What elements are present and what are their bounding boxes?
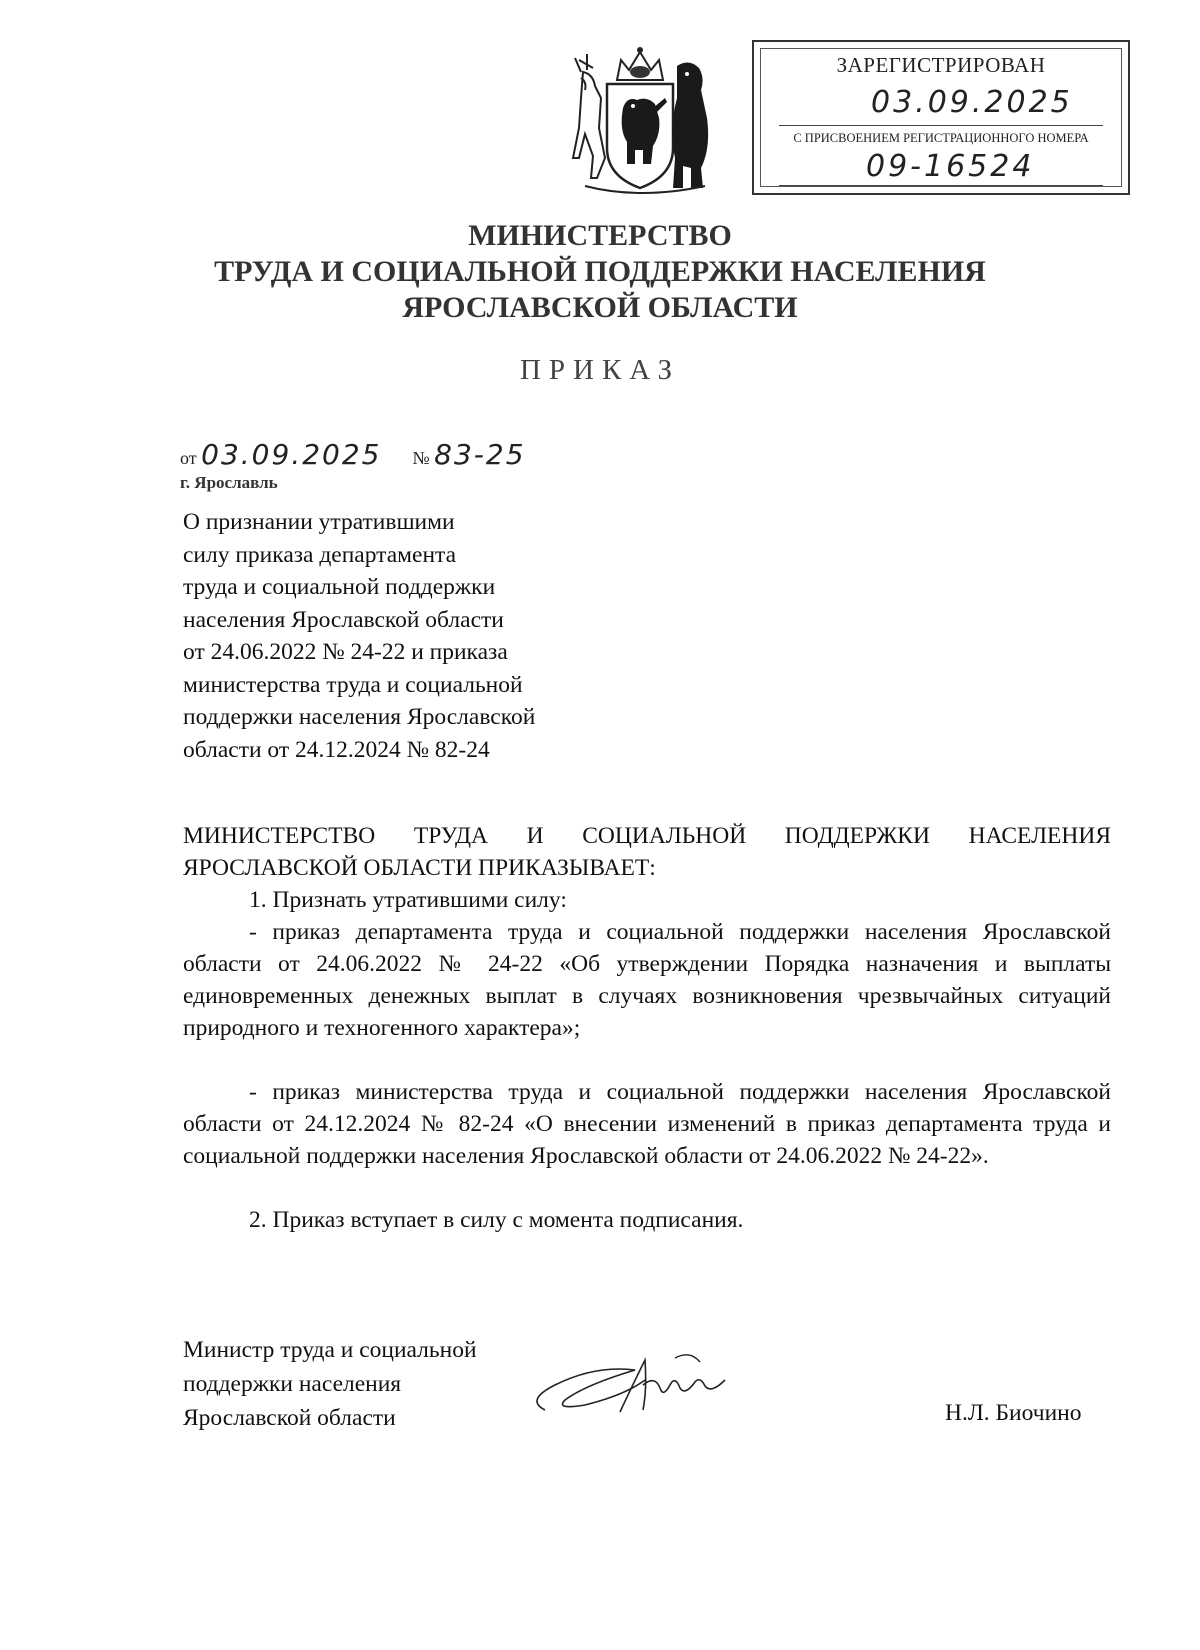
order-city: г. Ярославль	[180, 473, 278, 492]
bullet-2-paragraph: - приказ министерства труда и социальной поддержки населения Ярославской области от 24.12.2024 № 82-24 «О внесении изменений в приказ департамента труда и социальной поддержки населения Ярославской области от 24.06.2022 № 24-22».	[183, 1079, 1111, 1169]
item-2-paragraph: 2. Приказ вступает в силу с момента подписания.	[249, 1207, 744, 1233]
order-date-line	[180, 438, 526, 471]
stamp-divider	[779, 185, 1103, 186]
subject-line: силу приказа департамента	[183, 541, 457, 568]
subject-line: населения Ярославской области	[183, 606, 504, 633]
signatory-position	[183, 1333, 477, 1435]
ministry-title-line3: ЯРОСЛАВСКОЙ ОБЛАСТИ	[402, 291, 798, 324]
stamp-inner-border	[760, 48, 1122, 187]
signatory-position-line: Ярославской области	[183, 1405, 396, 1431]
order-subject	[183, 506, 535, 766]
coat-of-arms-emblem	[565, 38, 715, 198]
preamble-paragraph: МИНИСТЕРСТВО ТРУДА И СОЦИАЛЬНОЙ ПОДДЕРЖКИ НАСЕЛЕНИЯ ЯРОСЛАВСКОЙ ОБЛАСТИ ПРИКАЗЫВАЕТ:	[183, 823, 1111, 881]
from-label: от	[180, 448, 197, 468]
number-label: №	[412, 448, 430, 468]
signatory-position-line: поддержки населения	[183, 1371, 402, 1397]
subject-line: труда и социальной поддержки	[183, 574, 496, 600]
handwritten-signature	[525, 1340, 745, 1430]
bullet-1-paragraph: - приказ департамента труда и социальной поддержки населения Ярославской области от 24.06.2022 № 24-22 «Об утверждении Порядка назначения и выплаты единовременных денежных выплат в случаях возникновения чрезвычайных ситуаций природного и техногенного характера»;	[183, 919, 1111, 1041]
signatory-position-line: Министр труда и социальной	[183, 1337, 477, 1363]
subject-line: министерства труда и социальной	[183, 671, 523, 698]
stamp-subtitle: С ПРИСВОЕНИЕМ РЕГИСТРАЦИОННОГО НОМЕРА	[793, 131, 1089, 145]
stamp-registration-date: 03.09.2025	[871, 85, 1073, 120]
subject-line: О признании утратившими	[183, 509, 455, 535]
order-number: 83-25	[434, 438, 526, 471]
stamp-title: ЗАРЕГИСТРИРОВАН	[836, 53, 1046, 77]
ministry-title-line2: ТРУДА И СОЦИАЛЬНОЙ ПОДДЕРЖКИ НАСЕЛЕНИЯ	[214, 255, 986, 288]
subject-line: области от 24.12.2024 № 82-24	[183, 736, 490, 763]
stamp-divider	[779, 125, 1103, 126]
subject-line: поддержки населения Ярославской	[183, 704, 536, 730]
order-date: 03.09.2025	[201, 438, 382, 471]
ministry-title-line1: МИНИСТЕРСТВО	[468, 219, 732, 252]
stamp-registration-number: 09-16524	[866, 149, 1035, 184]
item-1-paragraph: 1. Признать утратившими силу:	[249, 887, 567, 913]
document-type-title: ПРИКАЗ	[519, 354, 681, 386]
registration-stamp	[752, 40, 1130, 195]
subject-line: от 24.06.2022 № 24-22 и приказа	[183, 639, 508, 665]
signatory-name: Н.Л. Биочино	[945, 1400, 1082, 1426]
